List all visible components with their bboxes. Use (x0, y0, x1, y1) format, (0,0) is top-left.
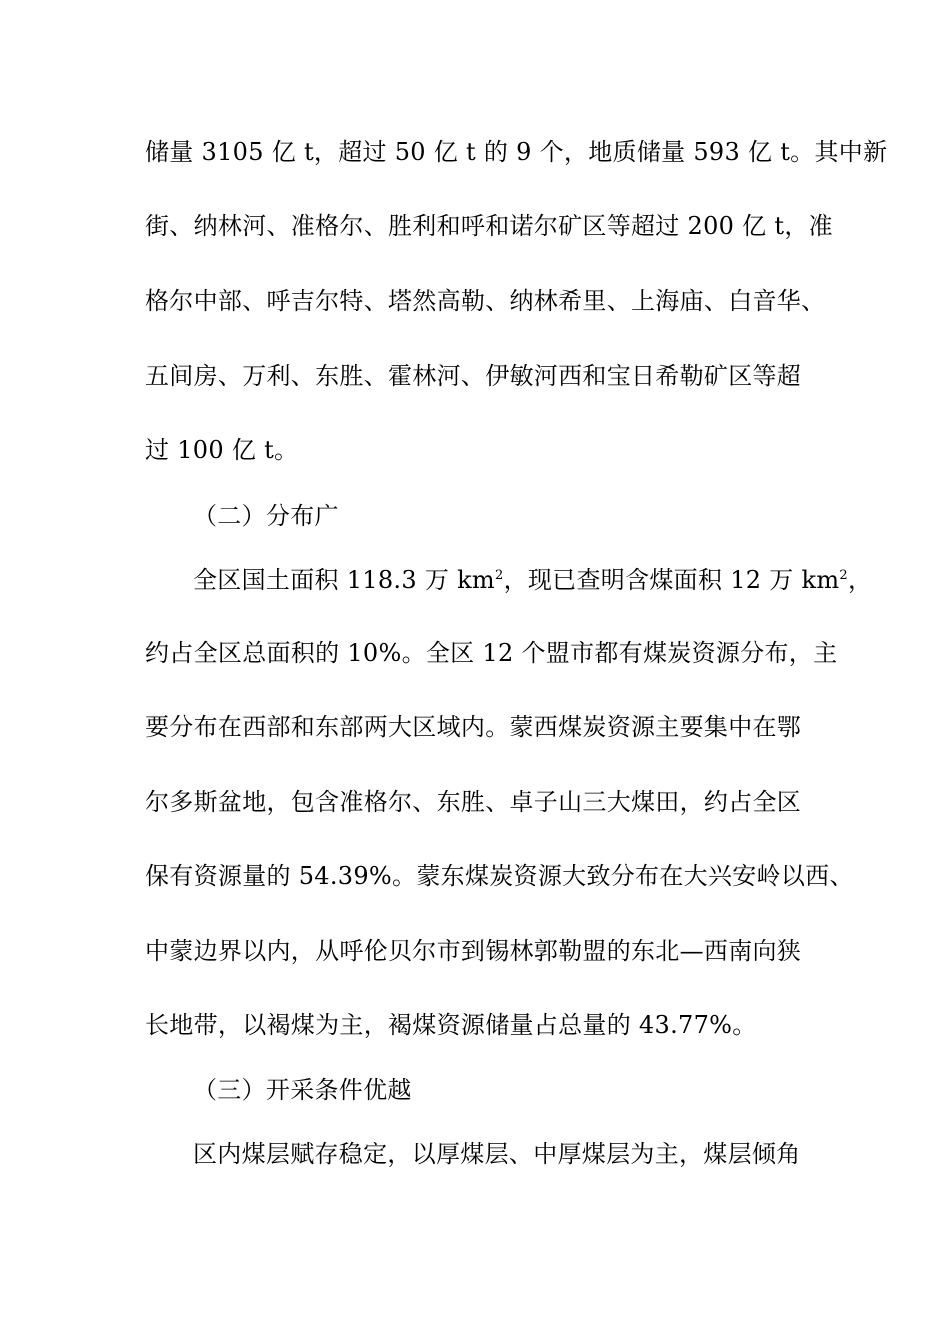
paragraph-line: 街、纳林河、准格尔、胜利和呼和诺尔矿区等超过 200 亿 t，准 (145, 212, 833, 240)
paragraph-line: 过 100 亿 t。 (145, 436, 299, 464)
paragraph-line: 要分布在西部和东部两大区域内。蒙西煤炭资源主要集中在鄂 (145, 713, 802, 741)
paragraph-line: 中蒙边界以内，从呼伦贝尔市到锡林郭勒盟的东北—西南向狭 (145, 937, 802, 965)
paragraph-line: 约占全区总面积的 10%。全区 12 个盟市都有煤炭资源分布，主 (145, 639, 838, 667)
section-heading: （二）分布广 (193, 502, 339, 530)
paragraph-line: 长地带，以褐煤为主，褐煤资源储量占总量的 43.77%。 (145, 1011, 757, 1039)
paragraph-line: 区内煤层赋存稳定，以厚煤层、中厚煤层为主，煤层倾角 (193, 1140, 801, 1168)
text-segment: 全区国土面积 118.3 万 km (193, 566, 495, 594)
text-segment: ， (847, 566, 873, 594)
paragraph-line: 格尔中部、呼吉尔特、塔然高勒、纳林希里、上海庙、白音华、 (145, 287, 826, 315)
paragraph-line: 储量 3105 亿 t，超过 50 亿 t 的 9 个，地质储量 593 亿 t。其中新 (145, 138, 888, 166)
paragraph-line (193, 564, 873, 596)
superscript: 2 (839, 568, 848, 583)
text-segment: ，现已查明含煤面积 12 万 km (503, 566, 840, 594)
section-heading: （三）开采条件优越 (193, 1076, 412, 1104)
paragraph-line: 五间房、万利、东胜、霍林河、伊敏河西和宝日希勒矿区等超 (145, 362, 802, 390)
paragraph-line: 保有资源量的 54.39%。蒙东煤炭资源大致分布在大兴安岭以西、 (145, 862, 854, 890)
paragraph-line: 尔多斯盆地，包含准格尔、东胜、卓子山三大煤田，约占全区 (145, 788, 802, 816)
superscript: 2 (495, 568, 504, 583)
